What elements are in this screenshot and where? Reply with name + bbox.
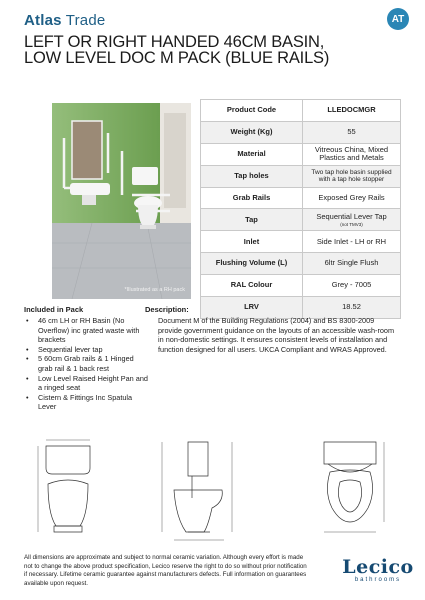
description-text: Document M of the Building Regulations (2004) and BS 8300-2009 provide government guidance on the layouts of an accessible wash-room in non-domestic settings. It ensures consistent levels of installation and function designed for all users. UKCA Compliant and WRAS Approved. — [158, 316, 395, 354]
spec-value — [303, 209, 401, 231]
lecico-logo-sub: bathrooms — [354, 577, 402, 583]
spec-row — [201, 100, 401, 122]
spec-key: Grab Rails — [201, 187, 303, 209]
bathroom-illustration — [52, 103, 191, 299]
brand-logo — [24, 12, 105, 29]
spec-value: LLEDOCMGR — [303, 100, 401, 122]
spec-value: 18.52 — [303, 297, 401, 319]
spec-row — [201, 121, 401, 143]
photo-note: *Illustrated as a RH pack — [124, 287, 185, 293]
spec-key: RAL Colour — [201, 275, 303, 297]
brand-name-bold: Atlas — [24, 12, 62, 29]
list-item: • Sequential lever tap — [24, 345, 149, 355]
spec-row — [201, 187, 401, 209]
included-list — [24, 316, 149, 412]
spec-row — [201, 143, 401, 165]
list-item: • 46 cm LH or RH Basin (No Overflow) inc grated waste with brackets — [24, 316, 149, 345]
spec-key: Product Code — [201, 100, 303, 122]
spec-value: Grey - 7005 — [303, 275, 401, 297]
at-badge-icon: AT — [387, 8, 409, 30]
title-line-2: LOW LEVEL DOC M PACK (BLUE RAILS) — [24, 49, 330, 67]
tap-value: Sequential Lever Tap — [316, 212, 387, 222]
list-item: • Cistern & Fittings Inc Spatula Lever — [24, 393, 149, 412]
description-heading: Description: — [145, 305, 189, 314]
technical-drawings — [24, 432, 404, 552]
included-heading: Included in Pack — [24, 305, 84, 314]
spec-row — [201, 275, 401, 297]
spec-key: Flushing Volume (L) — [201, 253, 303, 275]
list-item: • 5 60cm Grab rails & 1 Hinged grab rail & 1 back rest — [24, 354, 149, 373]
spec-key: Tap — [201, 209, 303, 231]
title-line-1: LEFT OR RIGHT HANDED 46CM BASIN, — [24, 33, 325, 51]
disclaimer-text: All dimensions are approximate and subject to normal ceramic variation. Although every effort is made not to change the above product specification, Lecico reserve the right to do so without prior notification if necessary. Lifetime ceramic guarantee against manufacturers defects. Full information on guarantees available upon request. — [24, 554, 307, 587]
spec-row — [201, 165, 401, 187]
lecico-logo — [342, 557, 414, 583]
side-view-drawing — [162, 442, 232, 540]
spec-value: 55 — [303, 121, 401, 143]
plan-view-drawing — [324, 442, 384, 532]
spec-value: Exposed Grey Rails — [303, 187, 401, 209]
spec-key: Inlet — [201, 231, 303, 253]
spec-table — [200, 99, 401, 319]
tap-note: (not TMV3) — [340, 221, 363, 227]
spec-value: 6ltr Single Flush — [303, 253, 401, 275]
spec-key: Tap holes — [201, 165, 303, 187]
list-item: • Low Level Raised Height Pan and a ringed seat — [24, 374, 149, 393]
spec-row — [201, 231, 401, 253]
technical-drawings-svg — [24, 432, 404, 552]
spec-key: Weight (Kg) — [201, 121, 303, 143]
spec-value: Side Inlet - LH or RH — [303, 231, 401, 253]
spec-row — [201, 253, 401, 275]
front-view-drawing — [38, 440, 90, 532]
spec-value: Vitreous China, Mixed Plastics and Metals — [303, 143, 401, 165]
spec-key: LRV — [201, 297, 303, 319]
product-photo — [52, 103, 191, 299]
brand-name-light: Trade — [65, 12, 106, 29]
lecico-logo-name: Lecico — [342, 556, 414, 578]
spec-key: Material — [201, 143, 303, 165]
spec-value: Two tap hole basin supplied with a tap hole stopper — [303, 165, 401, 187]
spec-row — [201, 209, 401, 231]
page-title — [24, 34, 409, 66]
